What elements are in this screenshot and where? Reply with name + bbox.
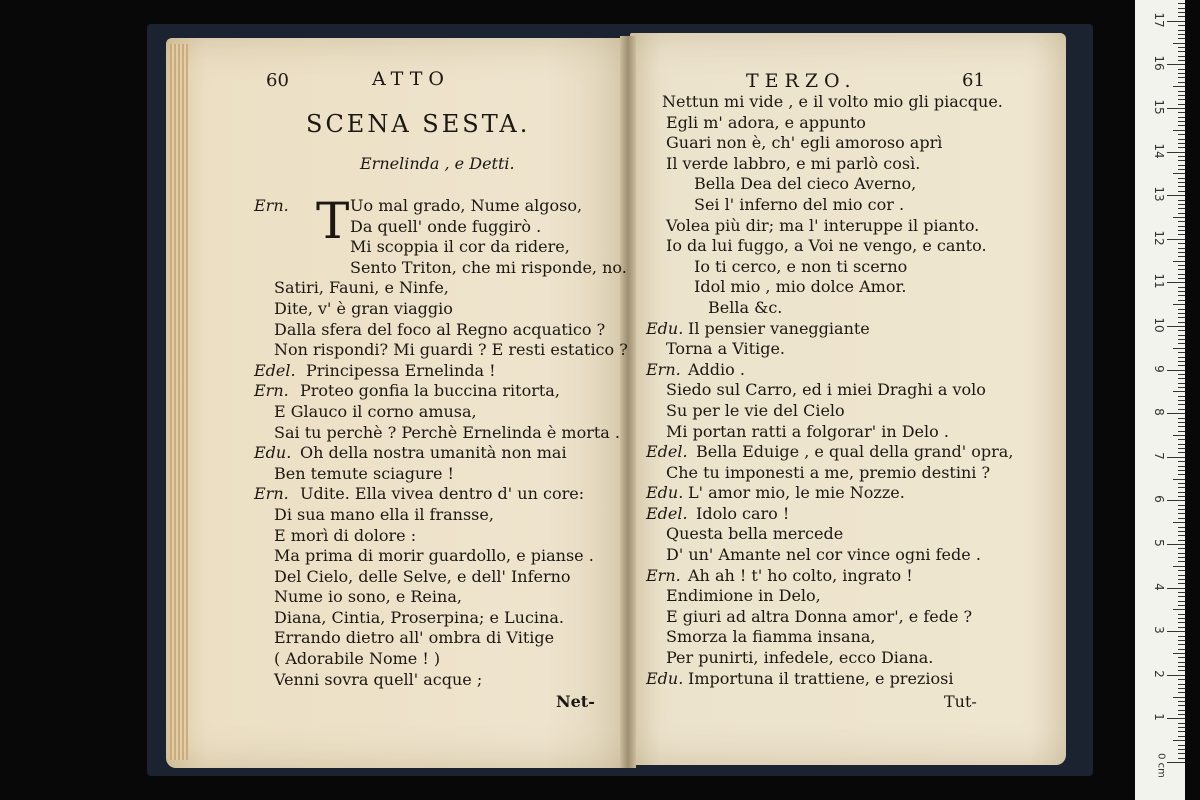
ruler-tick bbox=[1178, 527, 1185, 528]
verse-text: Sento Triton, che mi risponde, no. bbox=[350, 257, 627, 277]
verse-text: Nume io sono, e Reina, bbox=[274, 587, 462, 607]
ruler-tick bbox=[1178, 343, 1185, 344]
verse-text: Dite, v' è gran viaggio bbox=[274, 298, 453, 318]
ruler-tick bbox=[1178, 147, 1185, 148]
ruler-tick bbox=[1178, 723, 1185, 724]
ruler-tick bbox=[1178, 579, 1185, 580]
ruler-tick bbox=[1178, 339, 1185, 340]
ruler-tick bbox=[1178, 374, 1185, 375]
ruler-tick bbox=[1178, 618, 1185, 619]
ruler-tick bbox=[1173, 697, 1185, 698]
verse-text: ( Adorabile Nome ! ) bbox=[274, 649, 441, 669]
speaker-label: Edel. bbox=[254, 360, 296, 380]
ruler-tick bbox=[1178, 745, 1185, 746]
ruler-tick bbox=[1178, 60, 1185, 61]
ruler-tick bbox=[1178, 409, 1185, 410]
ruler-tick bbox=[1178, 156, 1185, 157]
ruler-tick bbox=[1173, 391, 1185, 392]
ruler-tick bbox=[1178, 191, 1185, 192]
ruler-tick bbox=[1167, 718, 1185, 719]
ruler-tick bbox=[1178, 461, 1185, 462]
verse-text: Udite. Ella vivea dentro d' un core: bbox=[300, 484, 585, 504]
verse-text: Siedo sul Carro, ed i miei Draghi a volo bbox=[666, 380, 986, 400]
ruler-tick bbox=[1178, 727, 1185, 728]
ruler-tick bbox=[1178, 731, 1185, 732]
ruler-tick bbox=[1178, 418, 1185, 419]
ruler-tick bbox=[1178, 710, 1185, 711]
verse-text: Guari non è, ch' egli amoroso aprì bbox=[666, 133, 943, 153]
ruler-tick bbox=[1173, 261, 1185, 262]
ruler-tick bbox=[1173, 217, 1185, 218]
ruler-tick bbox=[1178, 265, 1185, 266]
ruler-tick bbox=[1178, 592, 1185, 593]
verse-text: Principessa Ernelinda ! bbox=[306, 360, 496, 380]
ruler-number: 4 bbox=[1152, 582, 1166, 591]
ruler-tick bbox=[1178, 365, 1185, 366]
verse-text: Egli m' adora, e appunto bbox=[666, 112, 866, 132]
verse-text: Su per le vie del Cielo bbox=[666, 400, 845, 420]
ruler-number: 17 bbox=[1152, 12, 1166, 28]
ruler-tick bbox=[1178, 749, 1185, 750]
ruler-tick bbox=[1178, 400, 1185, 401]
ruler-tick bbox=[1173, 348, 1185, 349]
verse-text: Bella &c. bbox=[708, 297, 783, 317]
ruler-tick bbox=[1178, 12, 1185, 13]
ruler-tick bbox=[1173, 566, 1185, 567]
ruler-tick bbox=[1178, 30, 1185, 31]
ruler-tick bbox=[1178, 160, 1185, 161]
ruler-tick bbox=[1173, 522, 1185, 523]
ruler-tick bbox=[1178, 252, 1185, 253]
verse-text: Di sua mano ella il fransse, bbox=[274, 504, 494, 524]
verse-text: Ah ah ! t' ho colto, ingrato ! bbox=[688, 565, 913, 585]
ruler-tick bbox=[1178, 570, 1185, 571]
ruler-tick bbox=[1178, 16, 1185, 17]
ruler-tick bbox=[1178, 295, 1185, 296]
speaker-label: Edu. bbox=[646, 483, 684, 503]
ruler-tick bbox=[1167, 370, 1185, 371]
ruler-tick bbox=[1167, 282, 1185, 283]
ruler-tick bbox=[1178, 404, 1185, 405]
ruler-number: 9 bbox=[1152, 364, 1166, 373]
ruler-tick bbox=[1178, 309, 1185, 310]
ruler-tick bbox=[1178, 208, 1185, 209]
ruler-tick bbox=[1178, 518, 1185, 519]
ruler-tick bbox=[1178, 291, 1185, 292]
ruler-tick bbox=[1178, 684, 1185, 685]
verse-text: Ben temute sciagure ! bbox=[274, 463, 454, 483]
ruler-tick bbox=[1178, 383, 1185, 384]
ruler-tick bbox=[1178, 352, 1185, 353]
ruler-tick bbox=[1178, 605, 1185, 606]
ruler-tick bbox=[1178, 69, 1185, 70]
verse-text: E morì di dolore : bbox=[274, 525, 417, 545]
ruler-tick bbox=[1178, 243, 1185, 244]
ruler-tick bbox=[1178, 104, 1185, 105]
ruler-tick bbox=[1178, 200, 1185, 201]
verse-text: E giuri ad altra Donna amor', e fede ? bbox=[666, 606, 973, 626]
ruler-tick bbox=[1178, 317, 1185, 318]
ruler-tick bbox=[1178, 274, 1185, 275]
ruler-tick bbox=[1178, 452, 1185, 453]
ruler-tick bbox=[1167, 631, 1185, 632]
ruler-tick bbox=[1173, 304, 1185, 305]
ruler-number: 1 bbox=[1152, 713, 1166, 722]
ruler-tick bbox=[1167, 195, 1185, 196]
ruler-tick bbox=[1178, 701, 1185, 702]
ruler-tick bbox=[1178, 736, 1185, 737]
speaker-label: Edu. bbox=[254, 443, 292, 463]
verse-text: Venni sovra quell' acque ; bbox=[274, 669, 483, 689]
ruler-tick bbox=[1178, 213, 1185, 214]
verse-text: Per punirti, infedele, ecco Diana. bbox=[666, 648, 934, 668]
ruler-tick bbox=[1178, 248, 1185, 249]
ruler-tick bbox=[1173, 740, 1185, 741]
speaker-label: Edel. bbox=[646, 442, 688, 462]
speaker-label: Edu. bbox=[646, 318, 684, 338]
ruler-tick bbox=[1178, 688, 1185, 689]
ruler-tick bbox=[1178, 666, 1185, 667]
ruler-tick bbox=[1178, 256, 1185, 257]
ruler-tick bbox=[1178, 99, 1185, 100]
scene-title: SCENA SESTA. bbox=[306, 110, 531, 138]
ruler-tick bbox=[1178, 34, 1185, 35]
verse-text: Che tu imponesti a me, premio destini ? bbox=[666, 462, 991, 482]
ruler-tick bbox=[1167, 544, 1185, 545]
ruler-tick bbox=[1178, 505, 1185, 506]
speaker-label: Edu. bbox=[646, 668, 684, 688]
right-page-number: 61 bbox=[962, 70, 985, 91]
ruler-tick bbox=[1178, 8, 1185, 9]
verse-text: Sai tu perchè ? Perchè Ernelinda è morta . bbox=[274, 422, 621, 442]
left-page-number: 60 bbox=[266, 70, 289, 91]
ruler-number: 11 bbox=[1152, 273, 1166, 290]
ruler-tick bbox=[1178, 644, 1185, 645]
ruler-tick bbox=[1167, 500, 1185, 501]
ruler-tick bbox=[1178, 300, 1185, 301]
ruler-tick bbox=[1178, 583, 1185, 584]
speaker-label: Edel. bbox=[646, 503, 688, 523]
ruler-tick bbox=[1178, 322, 1185, 323]
ruler-tick bbox=[1178, 705, 1185, 706]
ruler-tick bbox=[1178, 278, 1185, 279]
ruler-tick bbox=[1167, 108, 1185, 109]
ruler-tick bbox=[1178, 269, 1185, 270]
ruler-tick bbox=[1178, 91, 1185, 92]
verse-text: Nettun mi vide , e il volto mio gli piacque. bbox=[662, 92, 1003, 111]
ruler-tick bbox=[1178, 601, 1185, 602]
ruler-tick bbox=[1178, 117, 1185, 118]
speaker-label: Ern. bbox=[646, 359, 681, 379]
verse-text: Endimione in Delo, bbox=[666, 586, 821, 606]
ruler-tick bbox=[1178, 426, 1185, 427]
ruler-tick bbox=[1178, 466, 1185, 467]
ruler-tick bbox=[1178, 483, 1185, 484]
ruler-number: 13 bbox=[1152, 186, 1166, 202]
book-gutter bbox=[620, 36, 636, 768]
ruler-tick bbox=[1173, 479, 1185, 480]
ruler-tick bbox=[1178, 431, 1185, 432]
ruler-tick bbox=[1178, 25, 1185, 26]
ruler-tick bbox=[1173, 43, 1185, 44]
ruler-tick bbox=[1178, 361, 1185, 362]
ruler-tick bbox=[1178, 670, 1185, 671]
ruler-tick bbox=[1178, 330, 1185, 331]
verse-text: L' amor mio, le mie Nozze. bbox=[688, 483, 905, 503]
ruler-tick bbox=[1178, 387, 1185, 388]
ruler-tick bbox=[1173, 130, 1185, 131]
ruler-tick bbox=[1178, 492, 1185, 493]
ruler-tick bbox=[1178, 234, 1185, 235]
ruler-tick bbox=[1178, 444, 1185, 445]
speaker-label: Ern. bbox=[254, 484, 289, 504]
verse-text: Da quell' onde fuggirò . bbox=[350, 216, 542, 236]
ruler-number: 12 bbox=[1152, 230, 1166, 246]
right-running-head: TERZO. bbox=[746, 70, 857, 92]
ruler-tick bbox=[1167, 588, 1185, 589]
ruler-tick bbox=[1178, 439, 1185, 440]
verse-text: Il verde labbro, e mi parlò così. bbox=[666, 153, 921, 173]
scene-characters: Ernelinda , e Detti. bbox=[360, 154, 515, 173]
verse-text: Sei l' inferno del mio cor . bbox=[694, 194, 905, 214]
speaker-label: Ern. bbox=[646, 565, 681, 585]
ruler-tick bbox=[1178, 287, 1185, 288]
ruler-tick bbox=[1178, 182, 1185, 183]
ruler-tick bbox=[1178, 614, 1185, 615]
ruler-tick bbox=[1178, 51, 1185, 52]
drop-capital: T bbox=[316, 192, 350, 250]
ruler-tick bbox=[1178, 47, 1185, 48]
ruler-tick bbox=[1178, 134, 1185, 135]
ruler-number: 16 bbox=[1152, 55, 1166, 72]
ruler-tick bbox=[1178, 178, 1185, 179]
verse-text: Bella Eduige , e qual della grand' opra, bbox=[696, 442, 1014, 462]
ruler-tick bbox=[1167, 457, 1185, 458]
ruler-tick bbox=[1173, 86, 1185, 87]
left-running-head: ATTO bbox=[372, 68, 450, 90]
ruler-tick bbox=[1173, 653, 1185, 654]
ruler-number: 7 bbox=[1152, 451, 1166, 460]
ruler-tick bbox=[1178, 422, 1185, 423]
ruler-tick bbox=[1178, 627, 1185, 628]
ruler-tick bbox=[1178, 622, 1185, 623]
speaker-label: Ern. bbox=[254, 381, 289, 401]
ruler-tick bbox=[1178, 56, 1185, 57]
ruler-tick bbox=[1178, 125, 1185, 126]
verse-text: Oh della nostra umanità non mai bbox=[300, 443, 567, 463]
verse-text: Idol mio , mio dolce Amor. bbox=[694, 277, 907, 297]
ruler-tick bbox=[1167, 762, 1185, 763]
ruler-tick bbox=[1178, 557, 1185, 558]
ruler-tick bbox=[1178, 714, 1185, 715]
ruler-tick bbox=[1173, 173, 1185, 174]
verse-text: Volea più dir; ma l' interuppe il pianto. bbox=[666, 215, 980, 235]
ruler-tick bbox=[1178, 531, 1185, 532]
ruler-number: 2 bbox=[1152, 669, 1166, 678]
ruler-tick bbox=[1178, 575, 1185, 576]
ruler-tick bbox=[1178, 230, 1185, 231]
ruler-tick bbox=[1178, 313, 1185, 314]
speaker-label: Ern. bbox=[254, 196, 289, 215]
ruler-tick bbox=[1167, 21, 1185, 22]
verse-text: Uo mal grado, Nume algoso, bbox=[350, 196, 583, 215]
left-catchword: Net- bbox=[556, 692, 595, 711]
ruler-tick bbox=[1178, 640, 1185, 641]
ruler-number: 10 bbox=[1152, 317, 1166, 333]
ruler-tick bbox=[1178, 596, 1185, 597]
ruler-tick bbox=[1178, 474, 1185, 475]
ruler-tick bbox=[1178, 679, 1185, 680]
ruler-tick bbox=[1178, 540, 1185, 541]
ruler-tick bbox=[1173, 435, 1185, 436]
verse-text: Satiri, Fauni, e Ninfe, bbox=[274, 278, 449, 298]
verse-text: Il pensier vaneggiante bbox=[688, 318, 870, 338]
verse-text: Torna a Vitige. bbox=[666, 339, 785, 359]
verse-text: Mi scoppia il cor da ridere, bbox=[350, 237, 570, 257]
right-catchword: Tut- bbox=[944, 692, 977, 711]
verse-text: Bella Dea del cieco Averno, bbox=[694, 174, 917, 194]
verse-text: Io ti cerco, e non ti scerno bbox=[694, 256, 908, 276]
ruler-tick bbox=[1167, 326, 1185, 327]
verse-text: Smorza la fiamma insana, bbox=[666, 627, 876, 647]
ruler-tick bbox=[1178, 396, 1185, 397]
ruler-tick bbox=[1178, 165, 1185, 166]
ruler-tick bbox=[1178, 186, 1185, 187]
ruler-tick bbox=[1178, 553, 1185, 554]
ruler-number: 15 bbox=[1152, 99, 1166, 115]
ruler-tick bbox=[1178, 753, 1185, 754]
ruler-tick bbox=[1178, 77, 1185, 78]
ruler-tick bbox=[1178, 82, 1185, 83]
ruler-tick bbox=[1178, 535, 1185, 536]
ruler-tick bbox=[1178, 561, 1185, 562]
ruler-tick bbox=[1178, 95, 1185, 96]
verse-text: Del Cielo, delle Selve, e dell' Inferno bbox=[274, 566, 571, 586]
ruler-number: 3 bbox=[1152, 626, 1166, 634]
ruler-tick bbox=[1178, 636, 1185, 637]
ruler-tick bbox=[1178, 657, 1185, 658]
ruler-tick bbox=[1178, 662, 1185, 663]
ruler-unit-label: 0 cm bbox=[1155, 753, 1167, 778]
ruler-tick bbox=[1178, 513, 1185, 514]
verse-text: Idolo caro ! bbox=[696, 503, 790, 523]
ruler-tick bbox=[1178, 3, 1185, 4]
ruler-tick bbox=[1178, 357, 1185, 358]
ruler-tick bbox=[1178, 487, 1185, 488]
verse-text: Dalla sfera del foco al Regno acquatico ? bbox=[274, 319, 606, 339]
ruler-number: 8 bbox=[1152, 408, 1166, 416]
ruler-tick bbox=[1167, 64, 1185, 65]
ruler-tick bbox=[1178, 758, 1185, 759]
ruler-tick bbox=[1178, 335, 1185, 336]
ruler-tick bbox=[1178, 143, 1185, 144]
ruler-tick bbox=[1178, 204, 1185, 205]
ruler-tick bbox=[1178, 169, 1185, 170]
ruler-tick bbox=[1178, 112, 1185, 113]
verse-text: Diana, Cintia, Proserpina; e Lucina. bbox=[274, 607, 564, 627]
measurement-ruler bbox=[1135, 0, 1185, 800]
ruler-tick bbox=[1178, 378, 1185, 379]
verse-text: Addio . bbox=[688, 359, 745, 379]
ruler-number: 6 bbox=[1152, 495, 1166, 504]
verse-text: E Glauco il corno amusa, bbox=[274, 401, 477, 421]
page-edges bbox=[170, 44, 188, 760]
ruler-tick bbox=[1178, 692, 1185, 693]
verse-text: Errando dietro all' ombra di Vitige bbox=[274, 628, 555, 648]
ruler-tick bbox=[1178, 139, 1185, 140]
ruler-tick bbox=[1178, 448, 1185, 449]
ruler-number: 5 bbox=[1152, 539, 1166, 547]
ruler-number: 14 bbox=[1152, 142, 1166, 159]
verse-text: Questa bella mercede bbox=[666, 524, 844, 544]
verse-text: Mi portan ratti a folgorar' in Delo . bbox=[666, 421, 949, 441]
ruler-tick bbox=[1178, 509, 1185, 510]
verse-text: Non rispondi? Mi guardi ? E resti estatico ? bbox=[274, 340, 628, 360]
ruler-tick bbox=[1178, 73, 1185, 74]
ruler-tick bbox=[1178, 121, 1185, 122]
ruler-tick bbox=[1178, 548, 1185, 549]
verse-text: D' un' Amante nel cor vince ogni fede . bbox=[666, 545, 981, 565]
ruler-tick bbox=[1173, 609, 1185, 610]
ruler-tick bbox=[1178, 649, 1185, 650]
ruler-tick bbox=[1167, 675, 1185, 676]
verse-text: Ma prima di morir guardollo, e pianse . bbox=[274, 546, 594, 566]
ruler-tick bbox=[1167, 413, 1185, 414]
ruler-tick bbox=[1178, 38, 1185, 39]
verse-text: Io da lui fuggo, a Voi ne vengo, e canto. bbox=[666, 236, 987, 256]
verse-text: Importuna il trattiene, e preziosi bbox=[688, 668, 954, 688]
ruler-tick bbox=[1167, 152, 1185, 153]
ruler-tick bbox=[1167, 239, 1185, 240]
verse-text: Proteo gonfia la buccina ritorta, bbox=[300, 381, 560, 401]
ruler-tick bbox=[1178, 496, 1185, 497]
ruler-tick bbox=[1178, 470, 1185, 471]
ruler-tick bbox=[1178, 221, 1185, 222]
ruler-tick bbox=[1178, 226, 1185, 227]
